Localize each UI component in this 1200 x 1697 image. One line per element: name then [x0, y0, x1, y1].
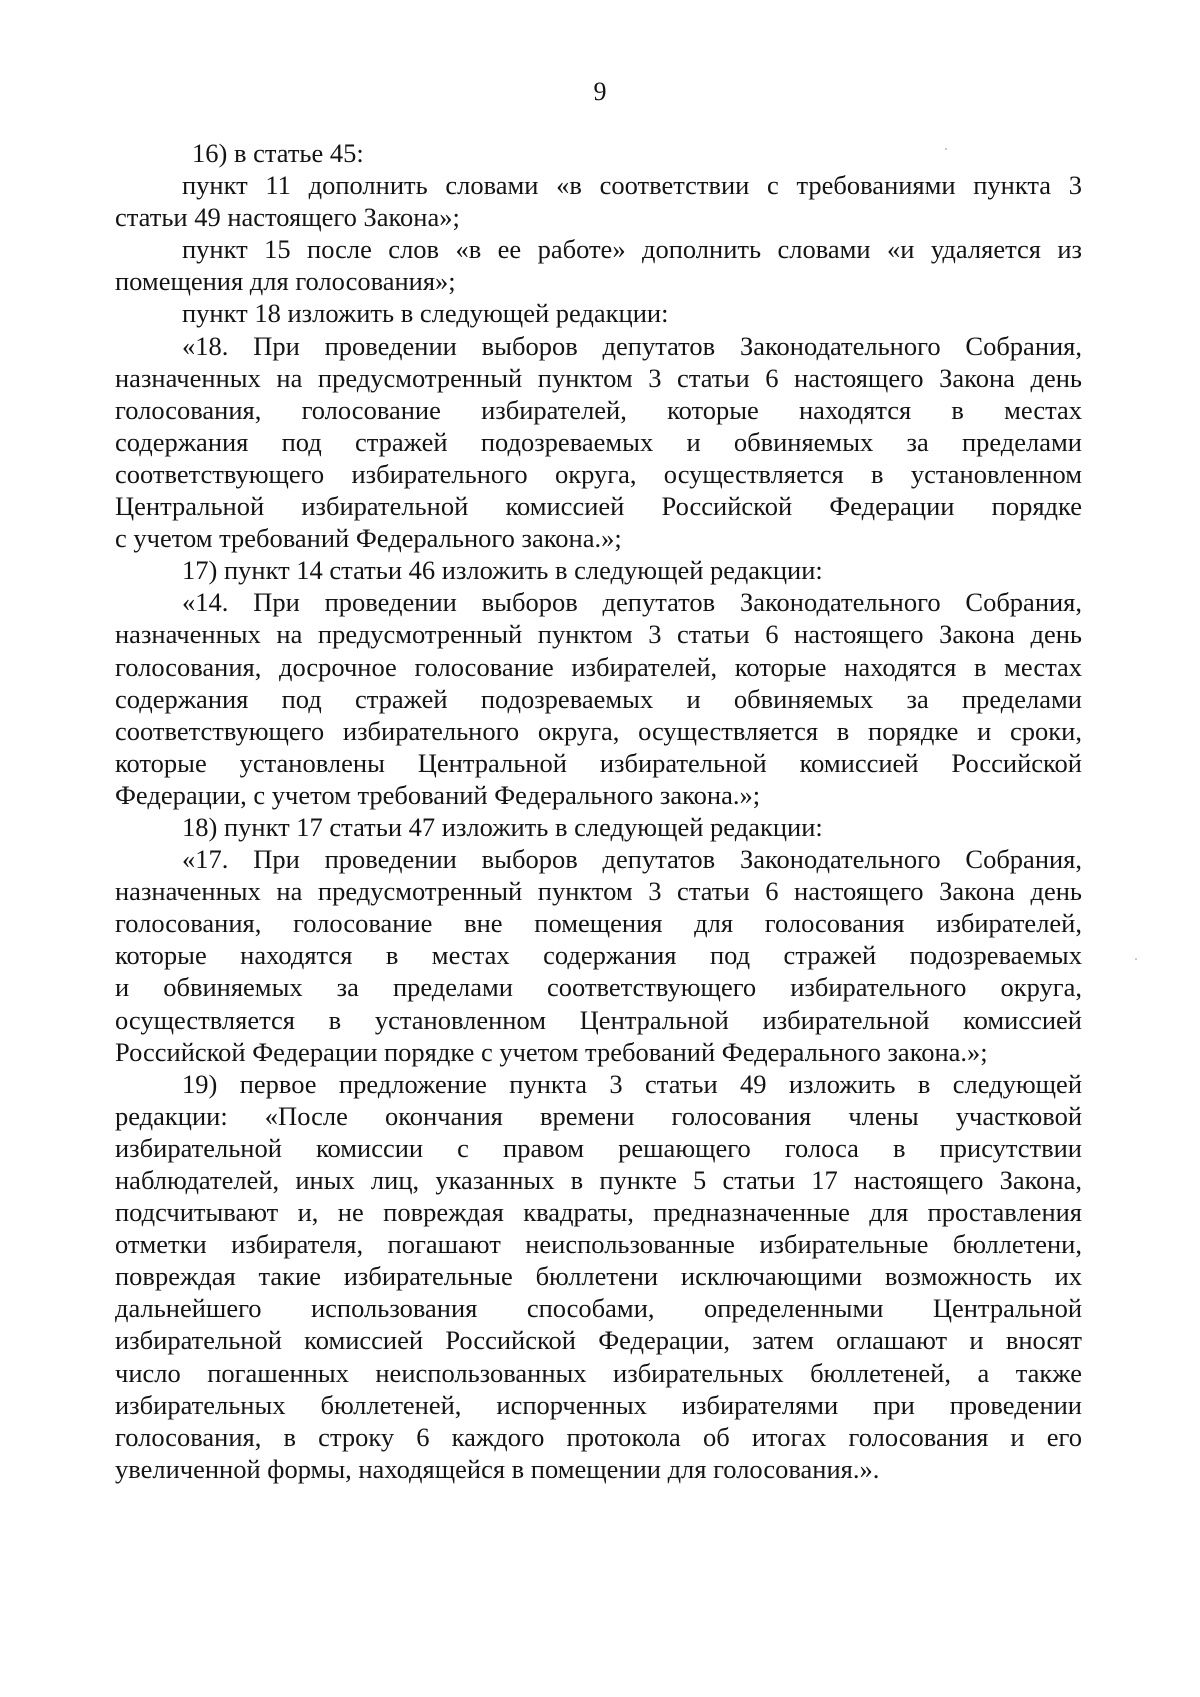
item-19-heading: 19) первое предложение пункта 3 статьи 49 изложить в следующей [182, 1068, 1082, 1099]
text-line: избирательной комиссии с правом решающего голоса в присутствии [115, 1132, 1082, 1163]
text-line: помещения для голосования»; [115, 266, 456, 297]
text-line: соответствующего избирательного округа, осуществляется в установленном [115, 458, 1082, 489]
text-line: которые установлены Центральной избирательной комиссией Российской [115, 747, 1082, 778]
document-body [115, 137, 1082, 1485]
text-line: назначенных на предусмотренный пунктом 3 статьи 6 настоящего Закона день [115, 362, 1082, 393]
text-line: Центральной избирательной комиссией Российской Федерации порядке [115, 491, 1082, 522]
text-line: наблюдателей, иных лиц, указанных в пункте 5 статьи 17 настоящего Закона, [115, 1165, 1082, 1195]
text-line: которые находятся в местах содержания под стражей подозреваемых [115, 940, 1082, 971]
text-line: содержания под стражей подозреваемых и обвиняемых за пределами [115, 426, 1082, 457]
text-line: отметки избирателя, погашают неиспользованные избирательные бюллетени, [115, 1229, 1082, 1260]
text-line: увеличенной формы, находящейся в помещении для голосования.». [115, 1453, 880, 1484]
text-line: пункт 11 дополнить словами «в соответствии с требованиями пункта 3 [182, 170, 1082, 201]
text-line: редакции: «После окончания времени голосования члены участковой [115, 1100, 1082, 1131]
scan-speck [945, 148, 947, 150]
text-line: подсчитывают и, не повреждая квадраты, предназначенные для проставления [115, 1197, 1082, 1228]
text-line: назначенных на предусмотренный пунктом 3 статьи 6 настоящего Закона день [115, 619, 1082, 650]
scan-speck [1135, 958, 1137, 960]
text-line: содержания под стражей подозреваемых и обвиняемых за пределами [115, 683, 1082, 714]
text-line: пункт 15 после слов «в ее работе» дополнить словами «и удаляется из [182, 234, 1082, 265]
text-line: дальнейшего использования способами, определенными Центральной [115, 1293, 1082, 1324]
text-line: пункт 18 изложить в следующей редакции: [182, 298, 669, 329]
text-line: избирательной комиссией Российской Федерации, затем оглашают и вносят [115, 1325, 1082, 1356]
text-line: с учетом требований Федерального закона.»; [115, 523, 622, 554]
item-16-heading: 16) в статье 45: [192, 138, 364, 168]
text-line: и обвиняемых за пределами соответствующего избирательного округа, [115, 972, 1082, 1003]
item-18-heading: 18) пункт 17 статьи 47 изложить в следующей редакции: [182, 811, 823, 842]
text-line: «17. При проведении выборов депутатов Законодательного Собрания, [182, 844, 1082, 875]
text-line: статьи 49 настоящего Закона»; [115, 202, 460, 233]
text-line: голосования, голосование избирателей, которые находятся в местах [115, 394, 1082, 425]
text-line: соответствующего избирательного округа, осуществляется в порядке и сроки, [115, 715, 1082, 746]
text-line: число погашенных неиспользованных избирательных бюллетеней, а также [115, 1357, 1082, 1388]
text-line: повреждая такие избирательные бюллетени исключающими возможность их [115, 1261, 1082, 1292]
text-line: избирательных бюллетеней, испорченных избирателями при проведении [115, 1389, 1082, 1420]
text-line: голосования, голосование вне помещения для голосования избирателей, [115, 908, 1082, 939]
item-17-heading: 17) пункт 14 статьи 46 изложить в следующей редакции: [182, 555, 823, 586]
text-line: осуществляется в установленном Центральной избирательной комиссией [115, 1004, 1082, 1035]
text-line: Российской Федерации порядке с учетом требований Федерального закона.»; [115, 1036, 988, 1067]
text-line: «14. При проведении выборов депутатов Законодательного Собрания, [182, 587, 1082, 618]
text-line: голосования, досрочное голосование избирателей, которые находятся в местах [115, 651, 1082, 682]
text-line: «18. При проведении выборов депутатов Законодательного Собрания, [182, 330, 1082, 361]
text-line: голосования, в строку 6 каждого протокола об итогах голосования и его [115, 1421, 1082, 1452]
page-number: 9 [593, 77, 607, 106]
text-line: Федерации, с учетом требований Федерального закона.»; [115, 779, 761, 810]
text-line: назначенных на предусмотренный пунктом 3 статьи 6 настоящего Закона день [115, 876, 1082, 907]
